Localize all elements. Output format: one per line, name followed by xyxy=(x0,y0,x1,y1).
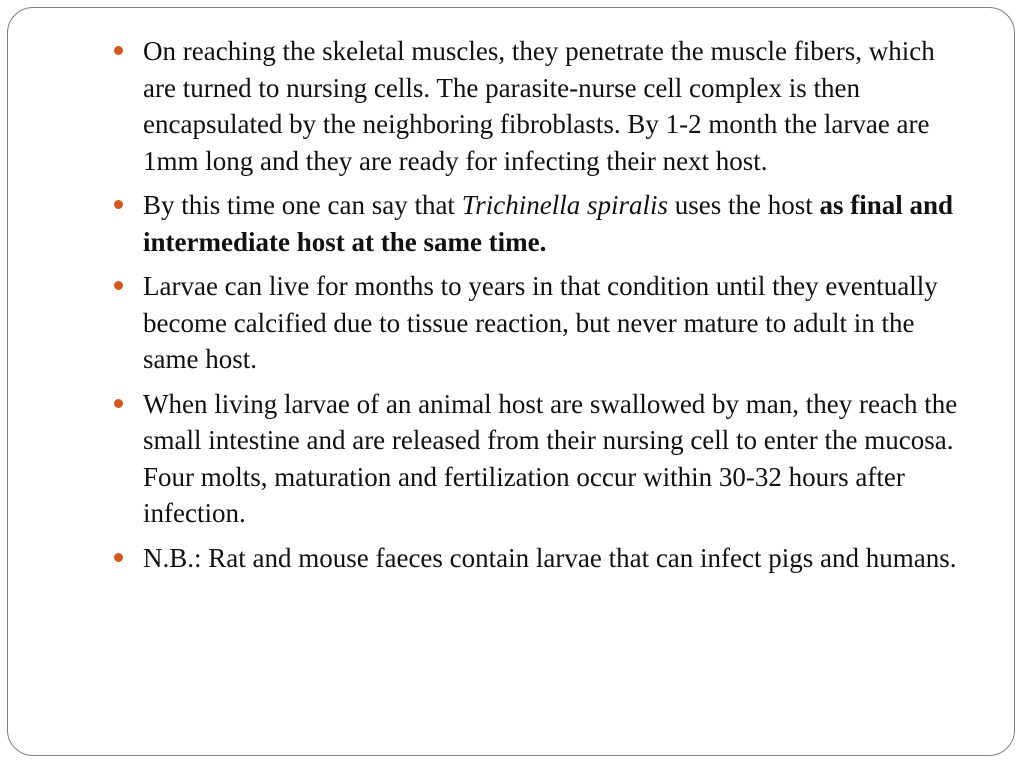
bullet-list xyxy=(110,33,960,584)
bullet-text-2-emphasis: as final and intermediate host at the same time. xyxy=(143,190,954,257)
bullet-item-5 xyxy=(110,540,960,577)
bullet-item-2 xyxy=(110,187,960,260)
bullet-dot-icon xyxy=(114,281,123,290)
bullet-dot-icon xyxy=(114,46,123,55)
bullet-text-1: On reaching the skeletal muscles, they penetrate the muscle fibers, which are turned to nursing cells. The parasite-nurse cell complex is then encapsulated by the neighboring fibroblasts. By 1-2 month the larvae are 1mm long and they are ready for infecting their next host. xyxy=(143,36,935,176)
bullet-item-3 xyxy=(110,268,960,378)
bullet-item-1 xyxy=(110,33,960,179)
bullet-text-2-middle: uses the host xyxy=(667,190,820,220)
bullet-text-2-prefix: By this time one can say that xyxy=(143,190,462,220)
bullet-dot-icon xyxy=(114,399,123,408)
bullet-text-3: Larvae can live for months to years in that condition until they eventually become calcified due to tissue reaction, but never mature to adult in the same host. xyxy=(143,271,938,374)
bullet-text-5: N.B.: Rat and mouse faeces contain larvae that can infect pigs and humans. xyxy=(143,542,957,573)
species-name: Trichinella spiralis xyxy=(461,190,668,220)
bullet-text-4: When living larvae of an animal host are swallowed by man, they reach the small intestine and are released from their nursing cell to enter the mucosa. Four molts, maturation and fertilization occur within 30-32 hours after infection. xyxy=(143,388,958,528)
bullet-dot-icon xyxy=(114,200,123,209)
bullet-item-4 xyxy=(110,386,960,532)
bullet-dot-icon xyxy=(114,553,123,562)
